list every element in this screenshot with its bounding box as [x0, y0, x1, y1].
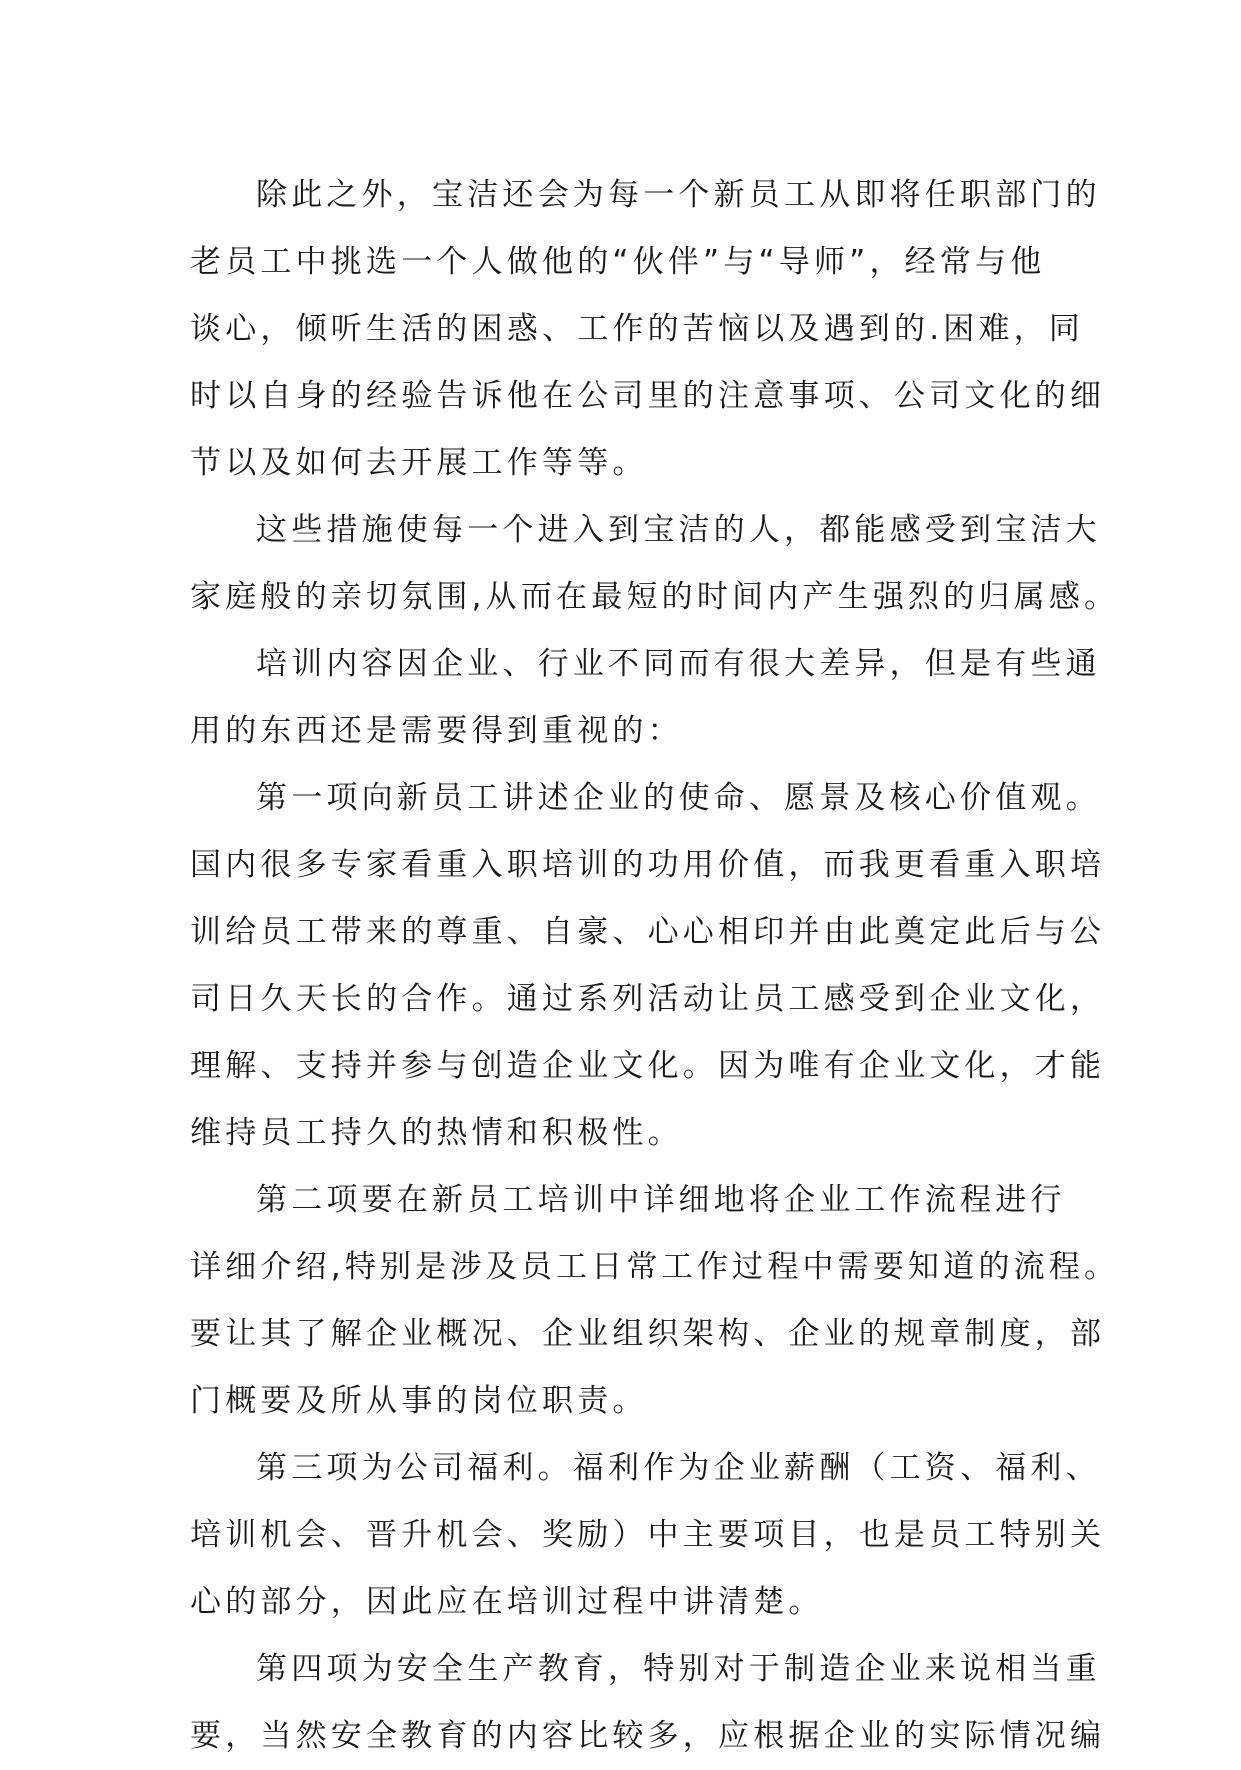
text-line: 第四项为安全生产教育，特别对于制造企业来说相当重: [256, 1651, 1101, 1687]
paragraph: [190, 1167, 1120, 1435]
text-line: 培训内容因企业、行业不同而有很大差异，但是有些通: [256, 646, 1101, 682]
text-line: 要，当然安全教育的内容比较多，应根据企业的实际情况编: [190, 1718, 1106, 1754]
text-line: 心的部分，因此应在培训过程中讲清楚。: [190, 1584, 824, 1620]
paragraph: [190, 631, 1101, 765]
paragraph: [190, 765, 1106, 1167]
text-line: 第一项向新员工讲述企业的使命、愿景及核心价值观。: [256, 780, 1101, 816]
text-line: 要让其了解企业概况、企业组织架构、企业的规章制度，部: [190, 1316, 1106, 1352]
text-line: 谈心，倾听生活的困惑、工作的苦恼以及遇到的.困难，同: [190, 311, 1085, 347]
text-line: 老员工中挑选一个人做他的“伙伴”与“导师”，经常与他: [190, 244, 1046, 280]
text-line: 培训机会、晋升机会、奖励）中主要项目，也是员工特别关: [190, 1517, 1106, 1553]
paragraph: [190, 162, 1106, 497]
text-line: 司日久天长的合作。通过系列活动让员工感受到企业文化，: [190, 981, 1106, 1017]
text-line: 时以自身的经验告诉他在公司里的注意事项、公司文化的细: [190, 378, 1106, 414]
paragraph: [190, 497, 1120, 631]
text-line: 门概要及所从事的岗位职责。: [190, 1383, 648, 1419]
text-line: 训给员工带来的尊重、自豪、心心相印并由此奠定此后与公: [190, 914, 1106, 950]
paragraph: [190, 1435, 1106, 1636]
text-line: 这些措施使每一个进入到宝洁的人，都能感受到宝洁大: [256, 512, 1101, 548]
text-line: 用的东西还是需要得到重视的：: [190, 713, 683, 749]
text-line: 除此之外，宝洁还会为每一个新员工从即将任职部门的: [256, 177, 1101, 213]
text-line: 国内很多专家看重入职培训的功用价值，而我更看重入职培: [190, 847, 1106, 883]
document-body: [190, 162, 1120, 1770]
text-line: 节以及如何去开展工作等等。: [190, 445, 648, 481]
text-line: 家庭般的亲切氛围,从而在最短的时间内产生强烈的归属感。: [190, 579, 1120, 615]
text-line: 详细介绍,特别是涉及员工日常工作过程中需要知道的流程。: [190, 1249, 1120, 1285]
text-line: 维持员工持久的热情和积极性。: [190, 1115, 683, 1151]
text-line: 理解、支持并参与创造企业文化。因为唯有企业文化，才能: [190, 1048, 1106, 1084]
text-line: 第二项要在新员工培训中详细地将企业工作流程进行: [256, 1182, 1066, 1218]
text-line: 第三项为公司福利。福利作为企业薪酬（工资、福利、: [256, 1450, 1101, 1486]
paragraph: [190, 1636, 1106, 1770]
